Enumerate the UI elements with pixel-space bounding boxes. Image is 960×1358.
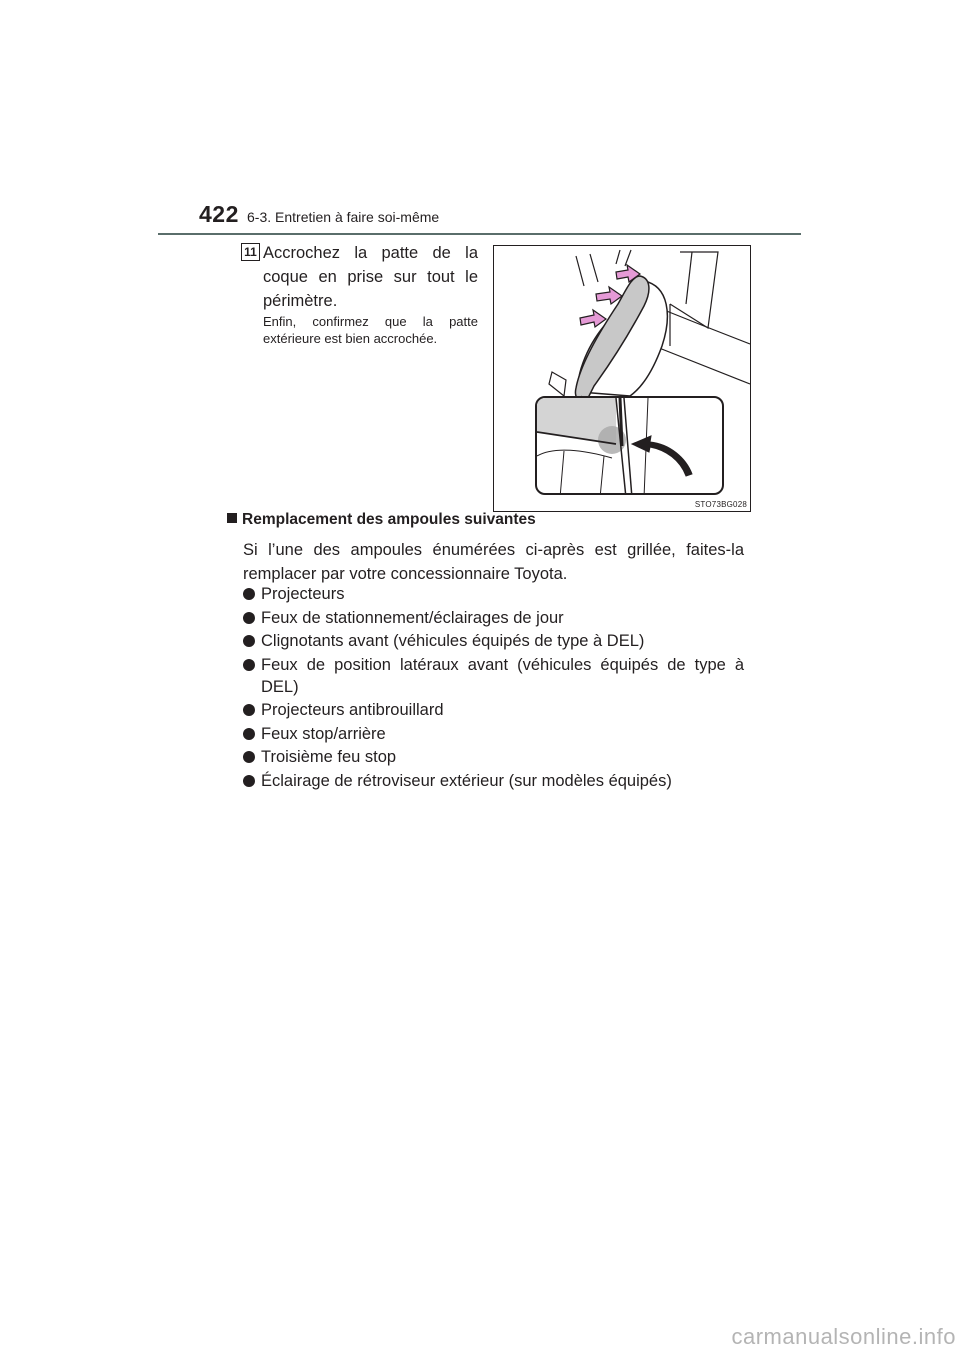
watermark: carmanualsonline.info — [731, 1324, 956, 1349]
list-item: Projecteurs antibrouillard — [243, 699, 744, 721]
list-item: Feux de stationnement/éclairages de jour — [243, 607, 744, 629]
bullet-icon — [243, 659, 255, 671]
bulb-list — [243, 583, 744, 793]
arrow-icon — [596, 287, 622, 304]
arrow-icon — [580, 310, 606, 327]
list-item: Feux stop/arrière — [243, 723, 744, 745]
list-item: Feux de position latéraux avant (véhicules équipés de type à DEL) — [243, 654, 744, 698]
list-item: Clignotants avant (véhicules équipés de type à DEL) — [243, 630, 744, 652]
step-number-badge: 11 — [241, 243, 260, 261]
bullet-icon — [243, 588, 255, 600]
step-instruction: Accrochez la patte de la coque en prise sur tout le périmètre. — [263, 244, 478, 310]
square-bullet-icon — [227, 513, 237, 523]
section-title: 6-3. Entretien à faire soi-même — [247, 209, 440, 225]
section-heading — [227, 511, 536, 529]
bullet-icon — [243, 635, 255, 647]
bullet-icon — [243, 751, 255, 763]
bullet-icon — [243, 775, 255, 787]
step-note: Enfin, confirmez que la patte extérieure est bien accrochée. — [263, 314, 478, 346]
list-item: Projecteurs — [243, 583, 744, 605]
list-item: Éclairage de rétroviseur extérieur (sur modèles équipés) — [243, 770, 744, 792]
section-intro: Si l’une des ampoules énumérées ci-après est grillée, faites-la remplacer par votre concessionnaire Toyota. — [243, 541, 744, 583]
page-number: 422 — [199, 201, 239, 227]
bullet-icon — [243, 728, 255, 740]
header-rule — [158, 233, 801, 235]
mirror-illustration-svg — [494, 246, 750, 511]
section-heading-text: Remplacement des ampoules suivantes — [242, 511, 536, 528]
mirror-cover-illustration — [493, 245, 751, 512]
figure-code: STO73BG028 — [694, 500, 747, 509]
bullet-icon — [243, 612, 255, 624]
list-item: Troisième feu stop — [243, 746, 744, 768]
bullet-icon — [243, 704, 255, 716]
